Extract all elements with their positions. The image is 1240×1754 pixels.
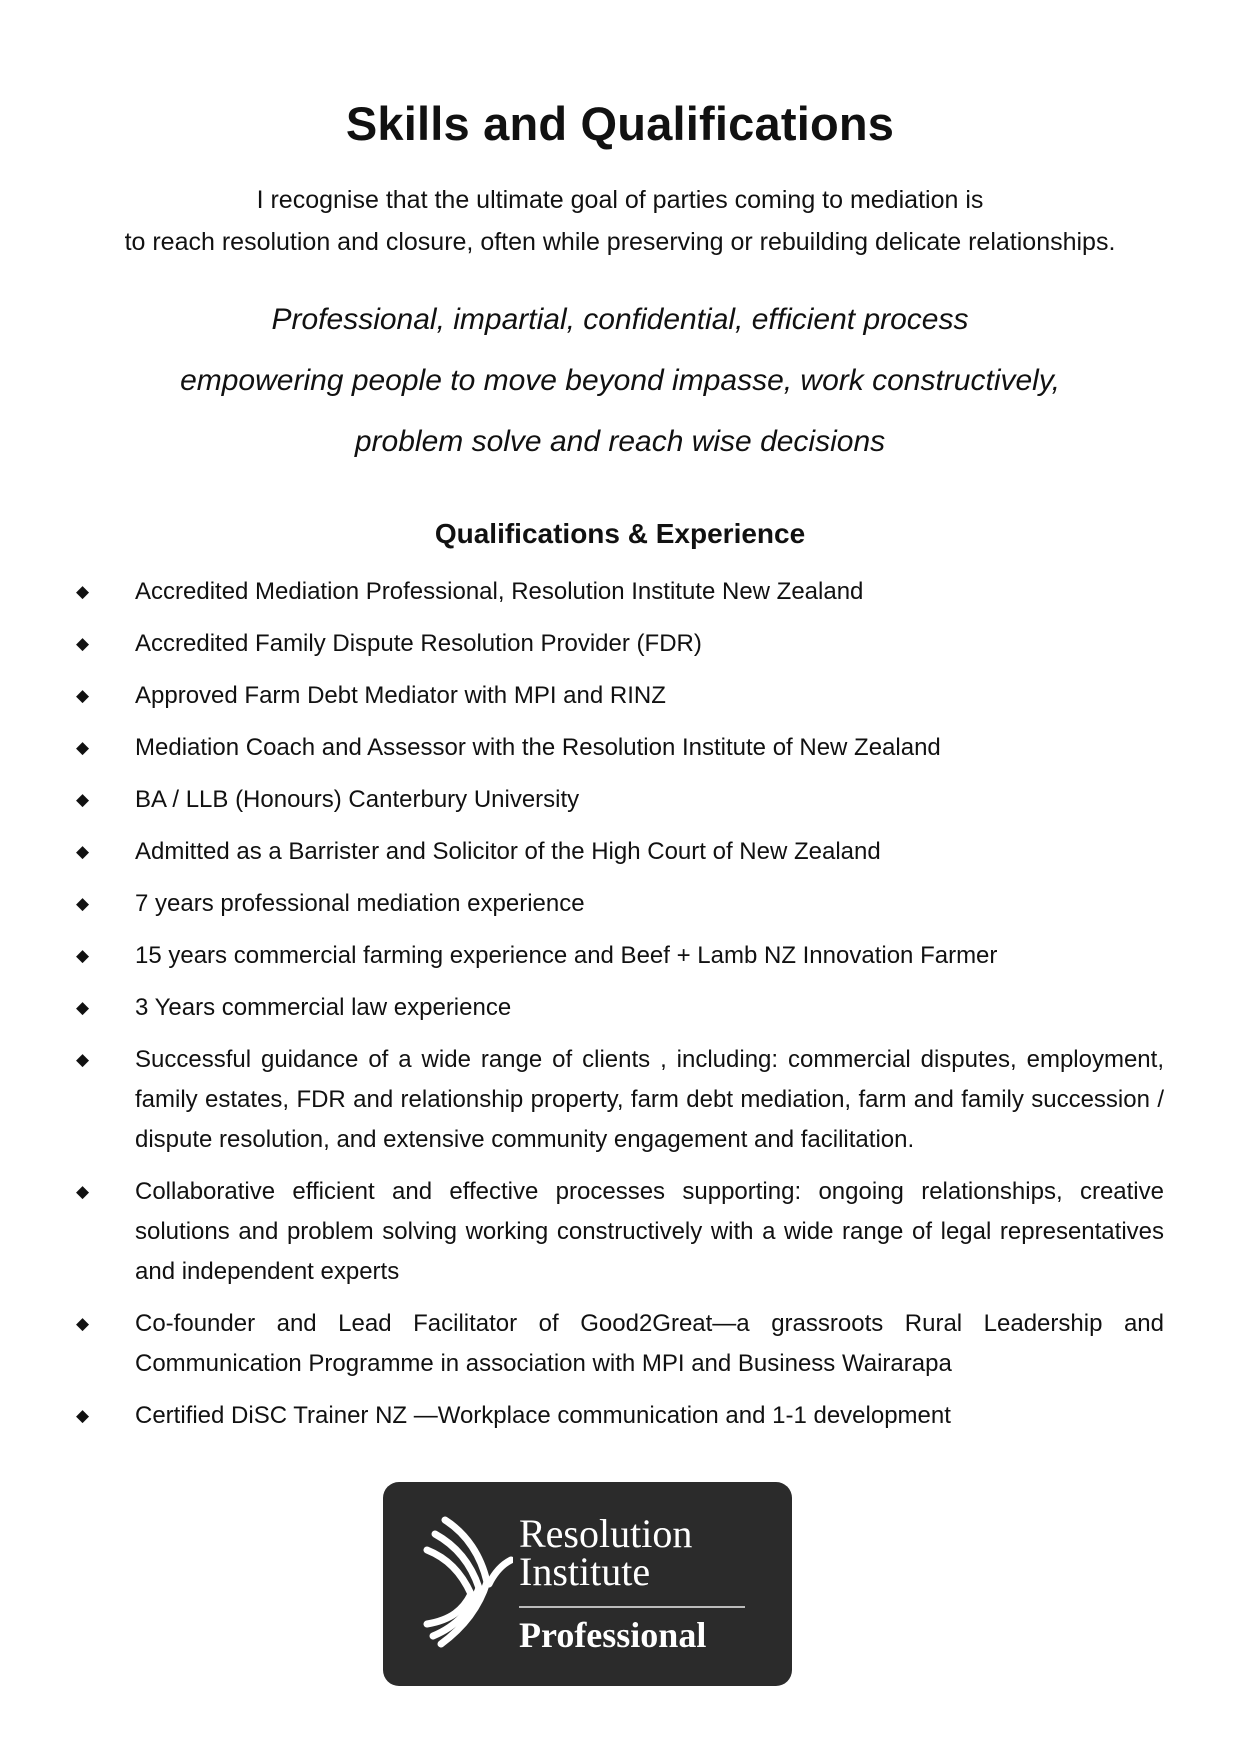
diamond-bullet-icon: ◆ [76, 1314, 90, 1333]
list-item [76, 1304, 1164, 1384]
diamond-bullet-icon: ◆ [76, 738, 90, 757]
list-item-text: Co-founder and Lead Facilitator of Good2Great—a grassroots Rural Leadership and Communication Programme in association with MPI and Business Wairarapa [135, 1310, 1164, 1377]
list-item [76, 624, 1164, 664]
list-item-text: Accredited Family Dispute Resolution Provider (FDR) [135, 630, 702, 657]
list-item [76, 884, 1164, 924]
motto-line-2: empowering people to move beyond impasse, work constructively, [180, 364, 1060, 397]
diamond-bullet-icon: ◆ [76, 1182, 90, 1201]
diamond-bullet-icon: ◆ [76, 790, 90, 809]
list-item [76, 1040, 1164, 1160]
list-item-text: Successful guidance of a wide range of clients , including: commercial disputes, employment, family estates, FDR and relationship property, farm debt mediation, farm and family succession / dispute resolution, and extensive community engagement and facilitation. [135, 1046, 1164, 1153]
diamond-bullet-icon: ◆ [76, 946, 90, 965]
list-item-text: Admitted as a Barrister and Solicitor of the High Court of New Zealand [135, 838, 881, 865]
list-item [76, 1396, 1164, 1436]
list-item-text: Collaborative efficient and effective processes supporting: ongoing relationships, creative solutions and problem solving working constructively with a wide range of legal representatives and independent experts [135, 1178, 1164, 1285]
list-item [76, 988, 1164, 1028]
qualifications-list [76, 572, 1164, 1448]
list-item [76, 728, 1164, 768]
list-item-text: 7 years professional mediation experience [135, 890, 585, 917]
diamond-bullet-icon: ◆ [76, 634, 90, 653]
page-title: Skills and Qualifications [345, 97, 895, 150]
list-item-text: Approved Farm Debt Mediator with MPI and RINZ [135, 682, 666, 709]
list-item-text: BA / LLB (Honours) Canterbury University [135, 786, 580, 813]
logo-line-3: Professional [519, 1615, 707, 1655]
diamond-bullet-icon: ◆ [76, 686, 90, 705]
list-item-text: 3 Years commercial law experience [135, 994, 512, 1021]
diamond-bullet-icon: ◆ [76, 1050, 90, 1069]
list-item-text: Accredited Mediation Professional, Resolution Institute New Zealand [135, 578, 864, 605]
section-heading: Qualifications & Experience [434, 518, 806, 549]
intro-line-2: to reach resolution and closure, often while preserving or rebuilding delicate relationships. [124, 228, 1116, 256]
logo-line-1: Resolution [519, 1511, 693, 1556]
list-item [76, 780, 1164, 820]
diamond-bullet-icon: ◆ [76, 998, 90, 1017]
motto-line-1: Professional, impartial, confidential, efficient process [271, 303, 969, 336]
list-item [76, 832, 1164, 872]
logo-divider [519, 1606, 745, 1608]
diamond-bullet-icon: ◆ [76, 582, 90, 601]
list-item [76, 1172, 1164, 1292]
logo-line-2: Institute [519, 1549, 651, 1594]
diamond-bullet-icon: ◆ [76, 1406, 90, 1425]
diamond-bullet-icon: ◆ [76, 894, 90, 913]
motto-line-3: problem solve and reach wise decisions [354, 425, 886, 458]
resolution-institute-logo [383, 1482, 792, 1686]
list-item-text: Certified DiSC Trainer NZ —Workplace communication and 1-1 development [135, 1402, 951, 1429]
list-item-text: Mediation Coach and Assessor with the Resolution Institute of New Zealand [135, 734, 941, 761]
list-item [76, 676, 1164, 716]
list-item [76, 572, 1164, 612]
intro-line-1: I recognise that the ultimate goal of parties coming to mediation is [256, 186, 984, 214]
list-item [76, 936, 1164, 976]
diamond-bullet-icon: ◆ [76, 842, 90, 861]
resolution-institute-mark-icon [423, 1512, 513, 1652]
list-item-text: 15 years commercial farming experience and Beef + Lamb NZ Innovation Farmer [135, 942, 998, 969]
